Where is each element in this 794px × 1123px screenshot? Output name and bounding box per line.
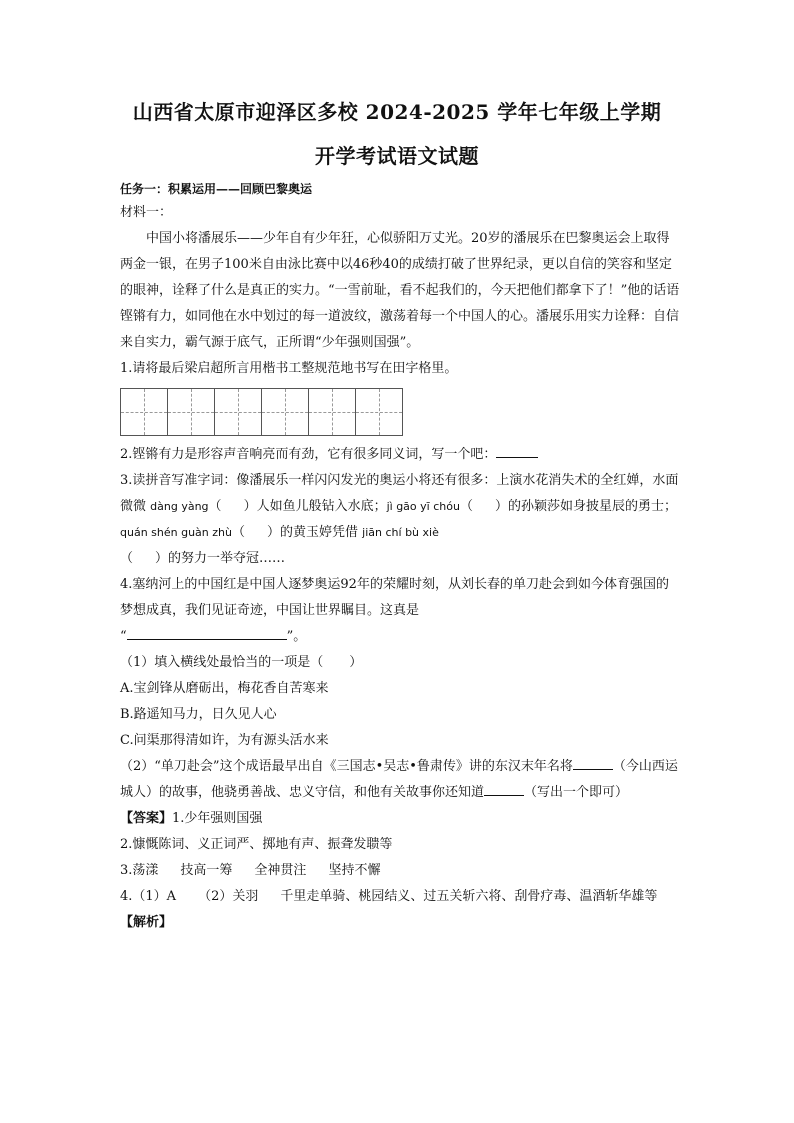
answer-line-1 [120,806,680,832]
q4-sub2-c: （写出一个即可） [524,785,629,800]
answer-blank[interactable] [496,442,538,458]
q3-text-e: 的努力一举夺冠…… [168,551,286,566]
grid-cell[interactable] [120,388,168,436]
q3-text-c: 的孙颖莎如身披星辰的勇士； [507,499,677,514]
option-b: B.路遥知马力，日久见人心 [120,707,277,722]
answer-2: 2.慷慨陈词、义正词严、掷地有声、振聋发聩等 [120,837,393,852]
grid-cell[interactable] [355,388,403,436]
q4-sub2-b: （今山西运城人）的故事，他骁勇善战、忠义守信，和他有关故事你还知道 [120,759,678,800]
answer-1: 1.少年强则国强 [172,811,263,826]
answer-label: 【答案】 [120,811,173,826]
doc-title-line1: 山西省太原市迎泽区多校 2024-2025 学年七年级上学期 [132,100,662,124]
question-2 [120,442,680,468]
q3-text-b: 人如鱼儿般钻入水底； [256,499,387,514]
grid-cell[interactable] [167,388,215,436]
option-a: A.宝剑锋从磨砺出，梅花香自苦寒来 [120,681,329,696]
pinyin-3: quán shén guàn zhù [120,526,232,539]
pinyin-2: jì gāo yī chóu [386,500,460,513]
q4-sub1: （1）填入横线处最恰当的一项是（ ） [120,655,363,670]
answer-3-item: 全神贯注 [254,863,307,878]
answer-3-item: 坚持不懈 [328,863,381,878]
question-3: 3.读拼音写准字词：像潘展乐一样闪闪发光的奥运小将还有很多：上演水花消失术的全红婵，水面微微 dàng yàng（ ）人如鱼儿般钻入水底；jì gāo yī chóu（ ）的孙颖莎如身披星辰的勇士；quán shén guàn zhù（ ）的黄玉婷凭借 jiān chí bù xiè （ ）的努力一举夺冠…… [120,473,679,566]
doc-title-line2: 开学考试语文试题 [315,144,479,168]
answer-4-part3: 千里走单骑、桃园结义、过五关斩六将、刮骨疗毒、温酒斩华雄等 [280,889,658,904]
answer-3 [120,858,680,884]
material-text: 中国小将潘展乐——少年自有少年狂，心似骄阳万丈光。20岁的潘展乐在巴黎奥运会上取得两金一银，在男子100米自由泳比赛中以46秒40的成绩打破了世界纪录，更以自信的笑容和坚定的眼神，诠释了什么是真正的实力。“一雪前耻，看不起我们的，今天把他们都拿下了！”他的话语铿锵有力，如同他在水中划过的每一道波纹，激荡着每一个中国人的心。潘展乐用实力诠释：自信来自实力，霸气源于底气，正所谓“少年强则国强”。 [120,231,680,350]
q4-stem: 4.塞纳河上的中国红是中国人逐梦奥运92年的荣耀时刻，从刘长春的单刀赴会到如今体育强国的梦想成真，我们见证奇迹，中国让世界瞩目。这真是 [120,577,669,618]
answer-3-item: 3.荡漾 [120,863,159,878]
grid-cell[interactable] [214,388,262,436]
grid-cell[interactable] [308,388,356,436]
q3-text-d: 的黄玉婷凭借 [280,525,359,540]
analysis-label: 【解析】 [120,915,173,930]
grid-cell[interactable] [261,388,309,436]
question-2-text: 2.铿锵有力是形容声音响亮而有劲，它有很多同义词，写一个吧： [120,447,497,462]
q4-sub2 [120,754,680,806]
question-4: 4.塞纳河上的中国红是中国人逐梦奥运92年的荣耀时刻，从刘长春的单刀赴会到如今体育强国的梦想成真，我们见证奇迹，中国让世界瞩目。这真是 “ ”。 [120,577,669,644]
pinyin-1: dàng yàng [150,500,209,513]
answer-blank[interactable] [127,624,287,640]
q3-text-a: 3.读拼音写准字词：像潘展乐一样闪闪发光的奥运小将还有很多：上演水花消失术的全红婵，水面微微 [120,473,679,514]
answer-4 [120,884,680,910]
answer-4-part2: （2）关羽 [198,889,259,904]
answer-blank[interactable] [573,754,613,770]
answer-blank[interactable] [484,780,524,796]
question-1: 1.请将最后梁启超所言用楷书工整规范地书写在田字格里。 [120,361,458,376]
pinyin-4: jiān chí bù xiè [362,526,439,539]
tianzige-grid[interactable] [120,388,680,436]
answer-3-item: 技高一筹 [180,863,233,878]
material-label: 材料一： [120,205,173,220]
doc-body [120,178,680,936]
option-c: C.问渠那得清如许，为有源头活水来 [120,733,329,748]
task-heading: 任务一：积累运用——回顾巴黎奥运 [120,182,313,196]
q4-sub2-a: （2）“单刀赴会”这个成语最早出自《三国志•吴志•鲁肃传》讲的东汉末年名将 [120,759,573,774]
answer-4-part1: 4.（1）A [120,889,177,904]
